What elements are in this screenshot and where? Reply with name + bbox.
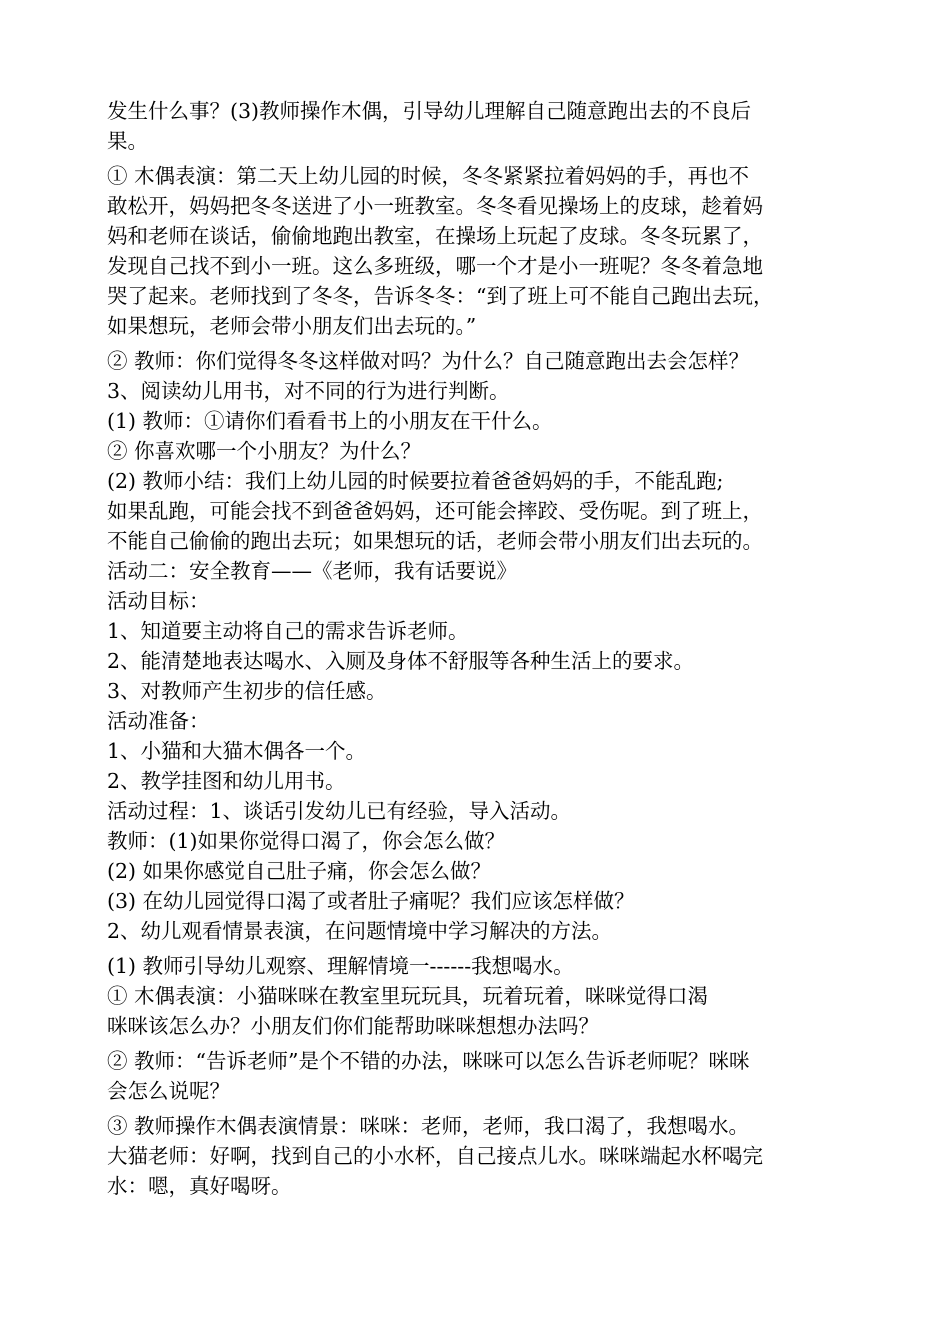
text-line: ① 木偶表演：第二天上幼儿园的时候，冬冬紧紧拉着妈妈的手，再也不 [107, 164, 750, 188]
text-line: ③ 教师操作木偶表演情景：咪咪：老师，老师，我口渴了，我想喝水。 [107, 1114, 750, 1138]
text-line: ② 教师：“告诉老师”是个不错的办法，咪咪可以怎么告诉老师呢？咪咪 [107, 1049, 750, 1073]
text-line: ② 教师：你们觉得冬冬这样做对吗？为什么？自己随意跑出去会怎样？ [107, 349, 750, 373]
text-line: 3、对教师产生初步的信任感。 [107, 679, 387, 703]
text-line: 大猫老师：好啊，找到自己的小水杯，自己接点儿水。咪咪端起水杯喝完 [107, 1144, 763, 1168]
text-line: 如果乱跑，可能会找不到爸爸妈妈，还可能会摔跤、受伤呢。到了班上， [107, 499, 763, 523]
text-line: ② 你喜欢哪一个小朋友？为什么？ [107, 439, 422, 463]
text-line: 不能自己偷偷的跑出去玩；如果想玩的话，老师会带小朋友们出去玩的。 [107, 529, 763, 553]
text-line: 咪咪该怎么办？小朋友们你们能帮助咪咪想想办法吗？ [107, 1014, 599, 1038]
text-line: 活动过程：1、谈话引发幼儿已有经验，导入活动。 [107, 799, 572, 823]
text-line: 教师：(1)如果你觉得口渴了，你会怎么做？ [107, 829, 506, 853]
text-line: (1) 教师引导幼儿观察、理解情境一------我想喝水。 [107, 954, 574, 978]
text-line: 活动目标： [107, 589, 210, 613]
text-line: 会怎么说呢？ [107, 1079, 230, 1103]
text-line: 活动二：安全教育——《老师，我有话要说》 [107, 559, 517, 583]
text-line: 发现自己找不到小一班。这么多班级，哪一个才是小一班呢？冬冬着急地 [107, 254, 763, 278]
text-line: 1、小猫和大猫木偶各一个。 [107, 739, 367, 763]
document-body [107, 96, 867, 1201]
text-line: 哭了起来。老师找到了冬冬，告诉冬冬：“到了班上可不能自己跑出去玩， [107, 284, 774, 308]
text-line: (1) 教师：①请你们看看书上的小朋友在干什么。 [107, 409, 553, 433]
text-line: 2、能清楚地表达喝水、入厕及身体不舒服等各种生活上的要求。 [107, 649, 695, 673]
text-line: (3) 在幼儿园觉得口渴了或者肚子痛呢？我们应该怎样做？ [107, 889, 635, 913]
text-line: 发生什么事？(3)教师操作木偶，引导幼儿理解自己随意跑出去的不良后 [107, 99, 752, 123]
text-line: (2) 教师小结：我们上幼儿园的时候要拉着爸爸妈妈的手，不能乱跑; [107, 469, 724, 493]
text-line: 果。 [107, 129, 148, 153]
text-line: 1、知道要主动将自己的需求告诉老师。 [107, 619, 469, 643]
text-line: 水：嗯，真好喝呀。 [107, 1174, 292, 1198]
text-line: ① 木偶表演：小猫咪咪在教室里玩玩具，玩着玩着，咪咪觉得口渴 [107, 984, 709, 1008]
text-line: 活动准备： [107, 709, 210, 733]
text-line: 2、幼儿观看情景表演，在问题情境中学习解决的方法。 [107, 919, 613, 943]
text-line: (2) 如果你感觉自己肚子痛，你会怎么做？ [107, 859, 492, 883]
text-line: 3、阅读幼儿用书，对不同的行为进行判断。 [107, 379, 510, 403]
text-line: 如果想玩，老师会带小朋友们出去玩的。” [107, 314, 477, 338]
text-line: 敢松开，妈妈把冬冬送进了小一班教室。冬冬看见操场上的皮球，趁着妈 [107, 194, 763, 218]
text-line: 2、教学挂图和幼儿用书。 [107, 769, 346, 793]
text-line: 妈和老师在谈话，偷偷地跑出教室，在操场上玩起了皮球。冬冬玩累了， [107, 224, 763, 248]
